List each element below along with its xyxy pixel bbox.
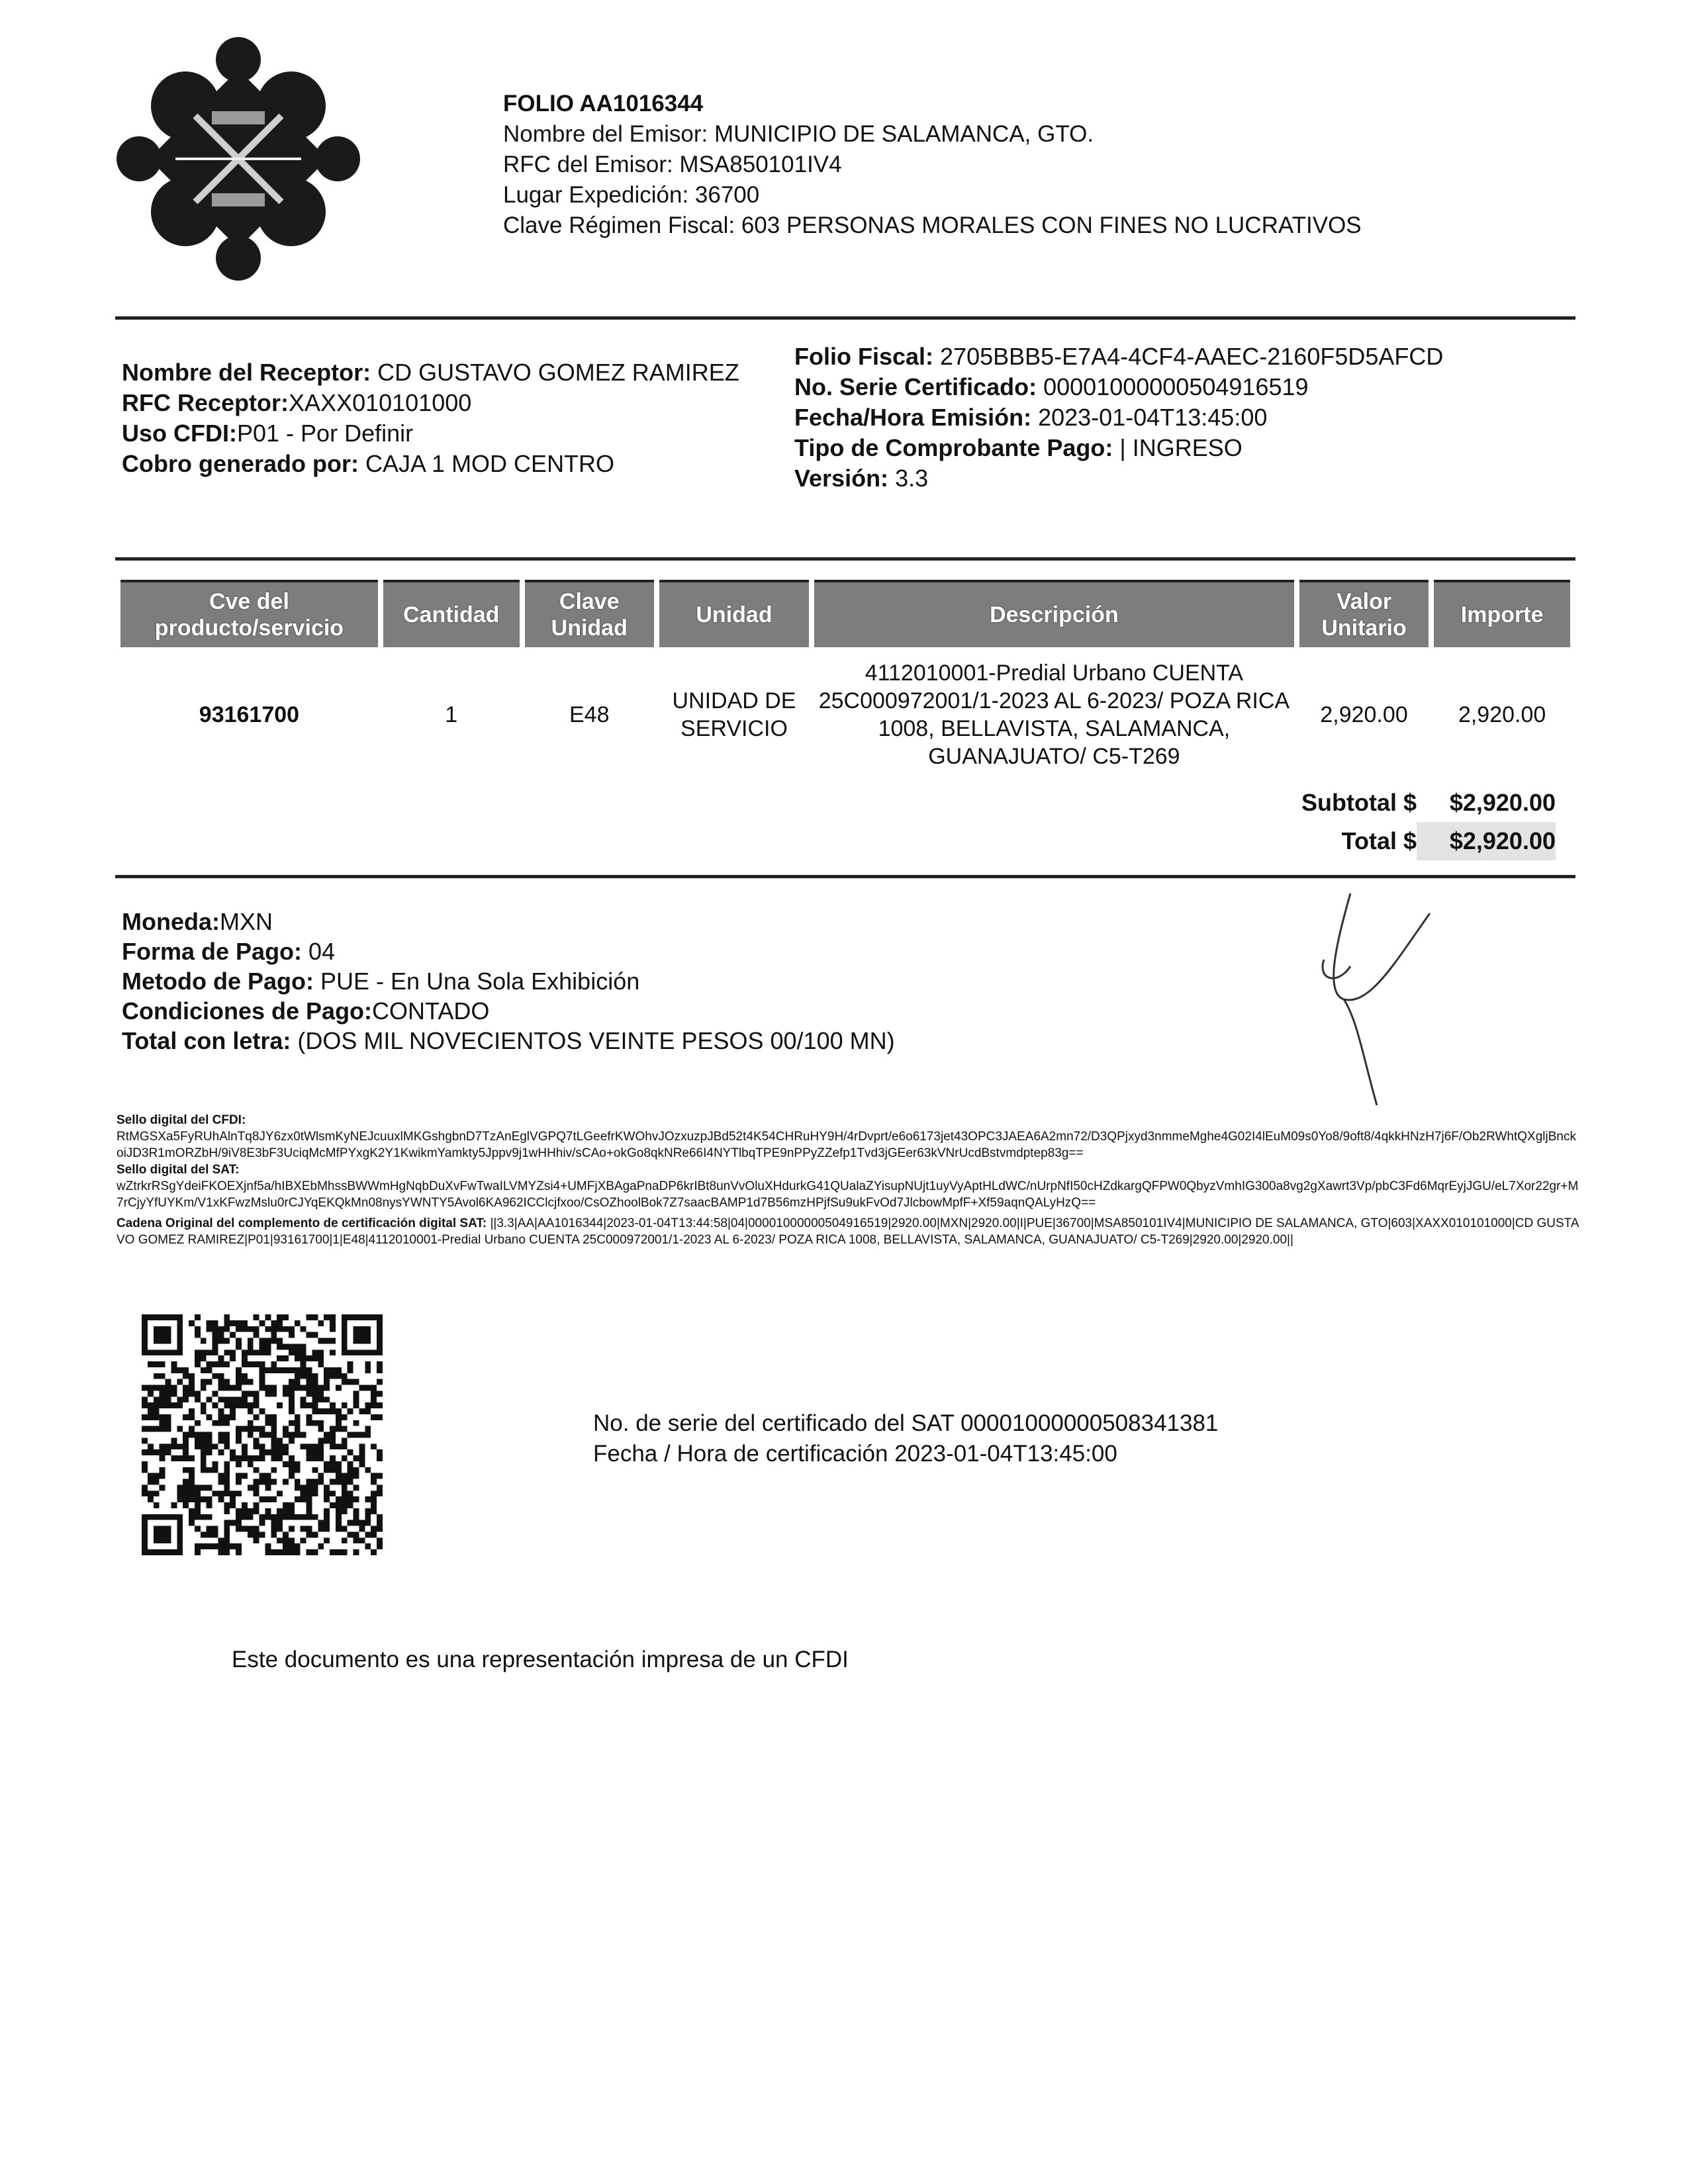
total-letra-label: Total con letra:: [122, 1027, 291, 1054]
forma-pago-label: Forma de Pago:: [122, 938, 303, 965]
pago-block: [122, 907, 895, 1056]
sello-cfdi: RtMGSXa5FyRUhAlnTq8JY6zx0tWlsmKyNEJcuuxlMKGshgbnD7TzAnEglVGPQ7tLGeefrKWOhvJOzxuzpJBd52t4K54CHRuHY9H/4rDvprt/e6o6173jet43OPC3JAEA6A2mn72/D3QPjxyd3nmmeMghe4G02I4lEuM09s0Yo8/9oft8/4qkkHNzH7j6F/Ob2RWhtQXgljBnckoiJD3R1mORZbH/9iV8E3bF3UciqMcMfPYxgK2Y1KwikmYamkty5Jppv9j1wHHhiv/sCAo+okGo8qkNRe66I4NYTlbqTPE9nPPyZZefp1Tvd3jGEer63kVNrUcdBstvmdptep83g==: [117, 1130, 1576, 1160]
cell-importe: 2,920.00: [1458, 702, 1546, 727]
lugar-expedicion: Lugar Expedición: 36700: [503, 182, 760, 208]
divider: [115, 557, 1575, 561]
metodo-pago-label: Metodo de Pago:: [122, 968, 314, 995]
fecha-emision-label: Fecha/Hora Emisión:: [794, 404, 1032, 431]
leyenda-cfdi: Este documento es una representación impresa de un CFDI: [232, 1647, 849, 1672]
regimen-fiscal: Clave Régimen Fiscal: 603 PERSONAS MORALES CON FINES NO LUCRATIVOS: [503, 212, 1362, 238]
divider: [115, 316, 1575, 320]
emisor-nombre: Nombre del Emisor: MUNICIPIO DE SALAMANCA, GTO.: [503, 121, 1094, 147]
conceptos-table: [115, 580, 1575, 771]
sello-sat: wZtrkrRSgYdeiFKOEXjnf5a/hIBXEbMhssBWWmHgNqbDuXvFwTwaILVMYZsi4+UMFjXBAgaPnaDP6krIBt8unVvOluXHdurkG41QUalaZYisupNUjt1uyVyAptHLdWC/nUrpNfI50cHZdkargQFPW0QbyzVmhIG300a8vg2gXawrt3Vp/pbC3Fd6MqrEyjJGU/eL7Xor22gr+M7rCjyYfUYKm/V1xKFwzMslu0rCJYqEKQkMn08nysYWNTY5Avol6KA962ICClcjfxoo/CsOZhoolBok7Z7saacBAMP1d7B56mzHPjfSu9ukFvOd7JlcbowMpfF+Xf59aqnQALyHzQ==: [117, 1179, 1579, 1210]
serie-certificado-label: No. Serie Certificado:: [794, 373, 1037, 400]
sellos-block: [117, 1112, 1579, 1248]
emisor-block: [503, 89, 1362, 241]
totals-block: [1271, 784, 1556, 860]
total-label: Total $: [1341, 827, 1417, 854]
cell-clave-unidad: E48: [569, 702, 610, 727]
sello-cfdi-label: Sello digital del CFDI:: [117, 1113, 246, 1127]
fiscal-block: [794, 341, 1443, 494]
forma-pago: 04: [302, 938, 336, 965]
cadena-original: ||3.3|AA|AA1016344|2023-01-04T13:44:58|04|00001000000504916519|2920.00|MXN|2920.00|I|PUE|36700|MSA850101IV4|MUNICIPIO DE SALAMANCA, GTO|603|XAXX010101000|CD GUSTAVO GOMEZ RAMIREZ|P01|93161700|1|E48|4112010001-Predial Urbano CUENTA 25C000972001/1-2023 AL 6-2023/ POZA RICA 1008, BELLAVISTA, SALAMANCA, GUANAJUATO/ C5-T269|2920.00|2920.00||: [117, 1216, 1579, 1247]
folio-fiscal-label: Folio Fiscal:: [794, 343, 934, 370]
signature: [1297, 887, 1470, 1112]
header-valor-unitario: Valor Unitario: [1299, 580, 1429, 647]
condiciones-pago-label: Condiciones de Pago:: [122, 997, 373, 1024]
cobro-label: Cobro generado por:: [122, 450, 359, 477]
total-value: $2,920.00: [1417, 822, 1556, 860]
serie-certificado: 00001000000504916519: [1037, 373, 1309, 400]
cobro: CAJA 1 MOD CENTRO: [359, 450, 615, 477]
header-cantidad: Cantidad: [383, 580, 520, 647]
folio-fiscal: 2705BBB5-E7A4-4CF4-AAEC-2160F5D5AFCD: [933, 343, 1444, 370]
header-descripcion: Descripción: [814, 580, 1294, 647]
folio: FOLIO AA1016344: [503, 91, 704, 116]
uso-cfdi: P01 - Por Definir: [237, 420, 414, 447]
sello-sat-label: Sello digital del SAT:: [117, 1163, 240, 1177]
cell-cantidad: 1: [445, 702, 458, 727]
metodo-pago: PUE - En Una Sola Exhibición: [314, 968, 640, 995]
cell-cve: 93161700: [199, 702, 300, 727]
receptor-nombre: CD GUSTAVO GOMEZ RAMIREZ: [371, 359, 739, 386]
cadena-original-label: Cadena Original del complemento de certificación digital SAT:: [117, 1216, 487, 1230]
tipo-comprobante-label: Tipo de Comprobante Pago:: [794, 434, 1113, 461]
receptor-nombre-label: Nombre del Receptor:: [122, 359, 371, 386]
sat-certificado-block: [593, 1408, 1218, 1469]
version-label: Versión:: [794, 465, 889, 492]
cell-unidad: UNIDAD DE SERVICIO: [672, 688, 796, 741]
fecha-emision: 2023-01-04T13:45:00: [1031, 404, 1268, 431]
cell-descripcion: 4112010001-Predial Urbano CUENTA 25C000972001/1-2023 AL 6-2023/ POZA RICA 1008, BELLAVISTA, SALAMANCA, GUANAJUATO/ C5-T269: [818, 660, 1290, 769]
header-importe: Importe: [1434, 580, 1570, 647]
header-clave-unidad: Clave Unidad: [525, 580, 654, 647]
cell-valor-unitario: 2,920.00: [1320, 702, 1408, 727]
qr-code: [142, 1314, 383, 1555]
subtotal-label: Subtotal $: [1301, 789, 1417, 816]
sat-fecha: Fecha / Hora de certificación 2023-01-04T13:45:00: [593, 1441, 1117, 1467]
tipo-comprobante: | INGRESO: [1113, 434, 1243, 461]
moneda: MXN: [220, 908, 273, 935]
moneda-label: Moneda:: [122, 908, 220, 935]
emisor-rfc: RFC del Emisor: MSA850101IV4: [503, 152, 842, 177]
version: 3.3: [888, 465, 929, 492]
receptor-block: [122, 357, 739, 479]
table-row: [120, 647, 1570, 771]
receptor-rfc: XAXX010101000: [289, 389, 472, 416]
divider: [115, 875, 1575, 878]
condiciones-pago: CONTADO: [372, 997, 490, 1024]
table-header-row: [120, 580, 1570, 647]
subtotal-value: $2,920.00: [1449, 789, 1556, 816]
header-cve: Cve del producto/servicio: [120, 580, 378, 647]
uso-cfdi-label: Uso CFDI:: [122, 420, 237, 447]
receptor-rfc-label: RFC Receptor:: [122, 389, 289, 416]
sat-serie: No. de serie del certificado del SAT 00001000000508341381: [593, 1410, 1219, 1436]
total-letra: (DOS MIL NOVECIENTOS VEINTE PESOS 00/100 MN): [291, 1027, 895, 1054]
header-unidad: Unidad: [659, 580, 809, 647]
municipio-logo: [113, 33, 364, 285]
